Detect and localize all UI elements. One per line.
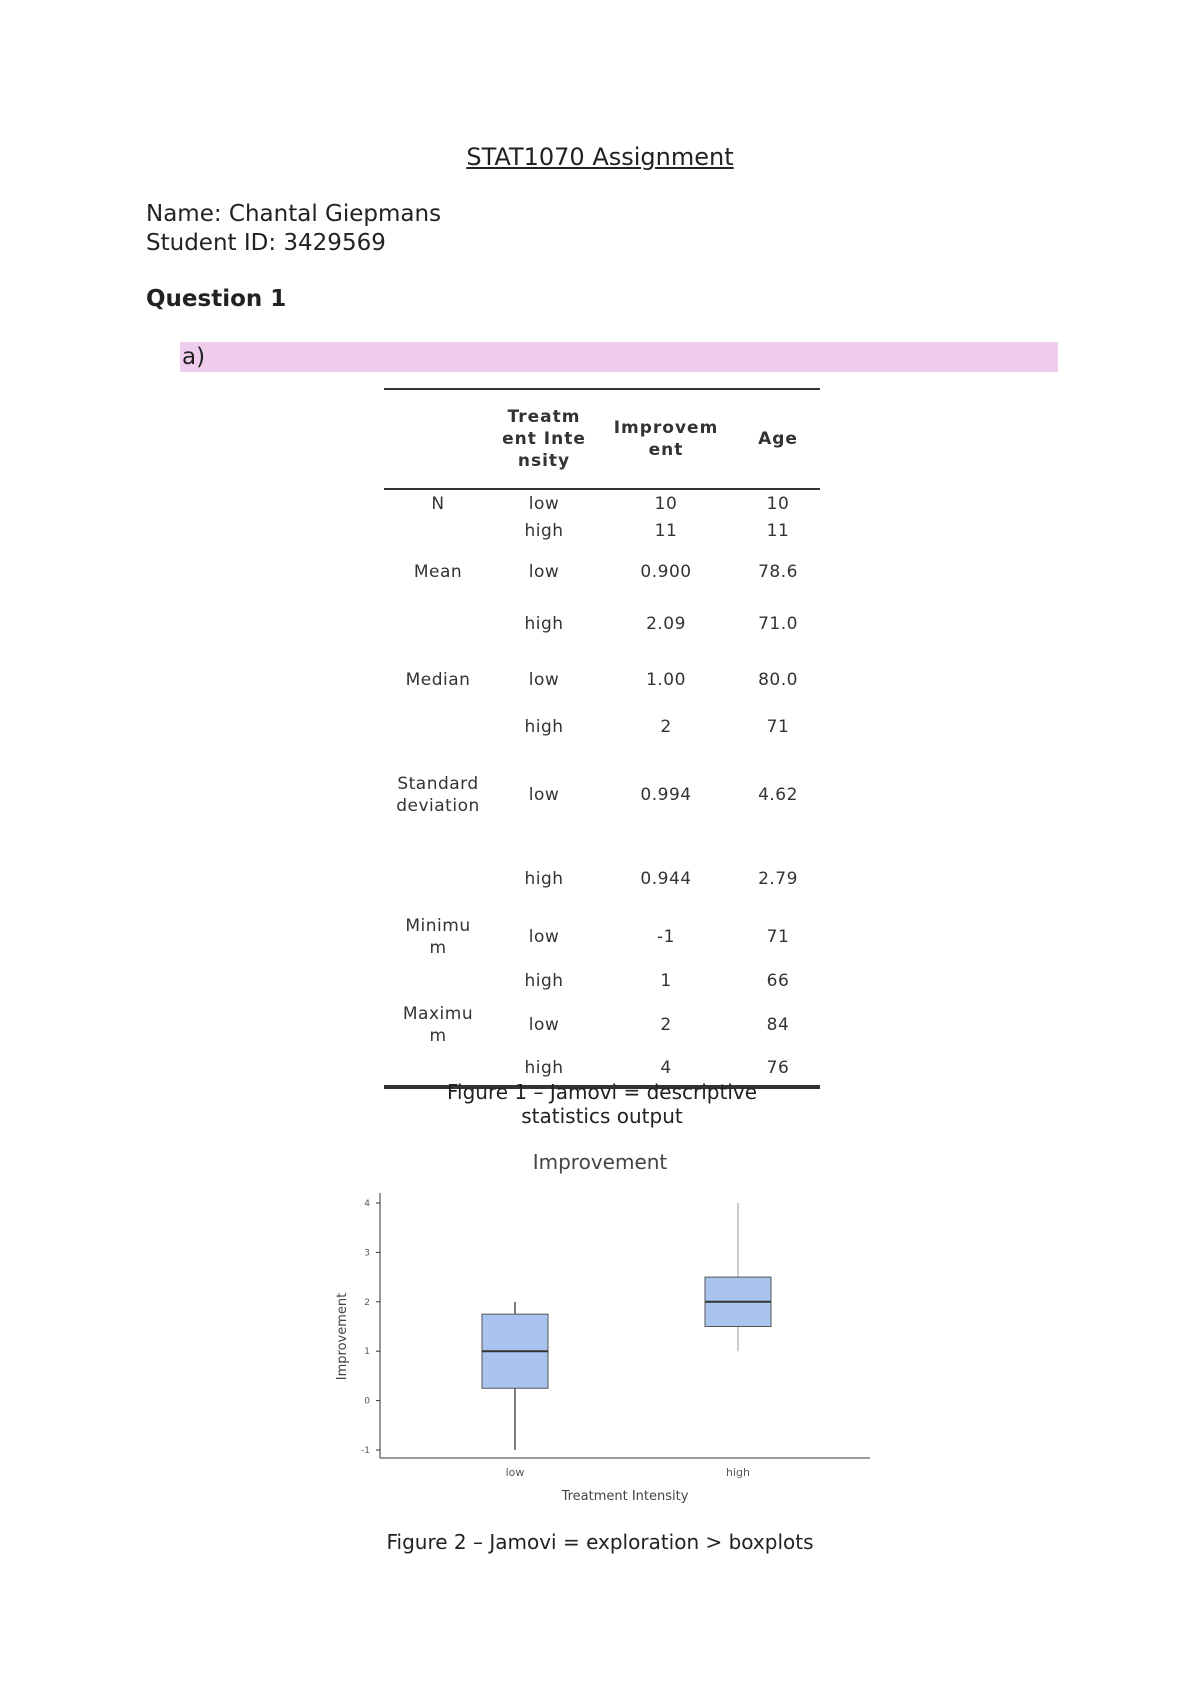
- x-tick-label: low: [505, 1466, 525, 1479]
- stat-label: Maximum: [402, 1004, 474, 1046]
- table-row: [384, 743, 820, 847]
- stat-label: N: [431, 493, 445, 514]
- group-cell: low: [528, 562, 560, 582]
- part-a-heading: a): [180, 342, 1058, 372]
- x-axis-label: Treatment Intensity: [561, 1489, 689, 1504]
- age-cell: 10: [766, 493, 790, 514]
- stat-label: [384, 599, 492, 649]
- improvement-cell: 10: [654, 493, 678, 514]
- stat-label: Mean: [413, 562, 463, 582]
- improvement-cell: -1: [657, 927, 675, 947]
- group-cell: high: [524, 1058, 564, 1078]
- age-cell: 76: [766, 1058, 790, 1078]
- improvement-cell: 1.00: [646, 670, 686, 690]
- improvement-cell: 11: [654, 521, 678, 541]
- table-row: [384, 517, 820, 545]
- descriptives-table: [384, 388, 820, 1089]
- table-row: [384, 847, 820, 911]
- group-cell: high: [524, 869, 564, 889]
- table-row: [384, 545, 820, 599]
- y-axis-label: Improvement: [335, 1292, 350, 1381]
- improvement-cell: 0.944: [640, 869, 692, 889]
- improvement-cell: 4: [660, 1058, 672, 1078]
- group-cell: high: [524, 971, 564, 991]
- chart-title: Improvement: [532, 1150, 668, 1174]
- y-tick-label: 2: [364, 1297, 370, 1308]
- table-row: [384, 999, 820, 1051]
- figure-1-caption: Figure 1 – Jamovi = descriptive statistics output: [446, 1080, 758, 1128]
- table-row: [384, 963, 820, 999]
- group-cell: low: [528, 927, 560, 947]
- table-row: [384, 711, 820, 743]
- age-cell: 66: [766, 971, 790, 991]
- student-id: Student ID: 3429569: [146, 230, 386, 256]
- header-age: Age: [758, 429, 798, 449]
- y-tick-label: -1: [361, 1446, 370, 1456]
- header-stat: [384, 389, 492, 489]
- student-name: Name: Chantal Giepmans: [146, 201, 442, 227]
- stat-label: Median: [405, 670, 471, 690]
- group-cell: low: [528, 785, 560, 805]
- question-heading: Question 1: [146, 286, 287, 312]
- y-tick-label: 4: [364, 1199, 370, 1209]
- table-header-row: [384, 389, 820, 489]
- table-row: [384, 599, 820, 649]
- boxplot-chart: [330, 1185, 870, 1515]
- improvement-cell: 0.900: [640, 562, 692, 582]
- y-tick-label: 3: [364, 1248, 370, 1259]
- age-cell: 84: [766, 1015, 790, 1035]
- x-tick-label: high: [726, 1466, 750, 1479]
- age-cell: 11: [766, 521, 790, 541]
- improvement-cell: 0.994: [640, 785, 692, 805]
- group-cell: high: [524, 717, 564, 737]
- age-cell: 71: [766, 927, 790, 947]
- group-cell: low: [528, 670, 560, 690]
- age-cell: 71: [766, 717, 790, 737]
- stat-label: [384, 847, 492, 911]
- group-cell: low: [528, 1015, 560, 1035]
- stat-label: [384, 711, 492, 743]
- document-title: STAT1070 Assignment: [466, 143, 734, 171]
- stat-label: Standard deviation: [396, 774, 480, 816]
- table-row: [384, 489, 820, 517]
- age-cell: 71.0: [758, 614, 798, 634]
- age-cell: 4.62: [758, 785, 798, 805]
- header-improvement: Improvement: [613, 418, 719, 460]
- age-cell: 80.0: [758, 670, 798, 690]
- improvement-cell: 2: [660, 717, 672, 737]
- stat-label: [384, 963, 492, 999]
- stat-label: [384, 517, 492, 545]
- improvement-cell: 1: [660, 971, 672, 991]
- age-cell: 78.6: [758, 562, 798, 582]
- table-row: [384, 649, 820, 711]
- figure-2-caption: Figure 2 – Jamovi = exploration > boxplots: [386, 1530, 814, 1554]
- age-cell: 2.79: [758, 869, 798, 889]
- group-cell: low: [528, 493, 560, 514]
- y-tick-label: 0: [364, 1396, 370, 1407]
- y-tick-label: 1: [364, 1347, 370, 1358]
- group-cell: high: [524, 614, 564, 634]
- group-cell: high: [524, 521, 564, 541]
- improvement-cell: 2: [660, 1015, 672, 1035]
- header-treatment-intensity: Treatment Intensity: [502, 407, 586, 471]
- table-row: [384, 911, 820, 963]
- stat-label: Minimum: [405, 916, 471, 958]
- improvement-cell: 2.09: [646, 614, 686, 634]
